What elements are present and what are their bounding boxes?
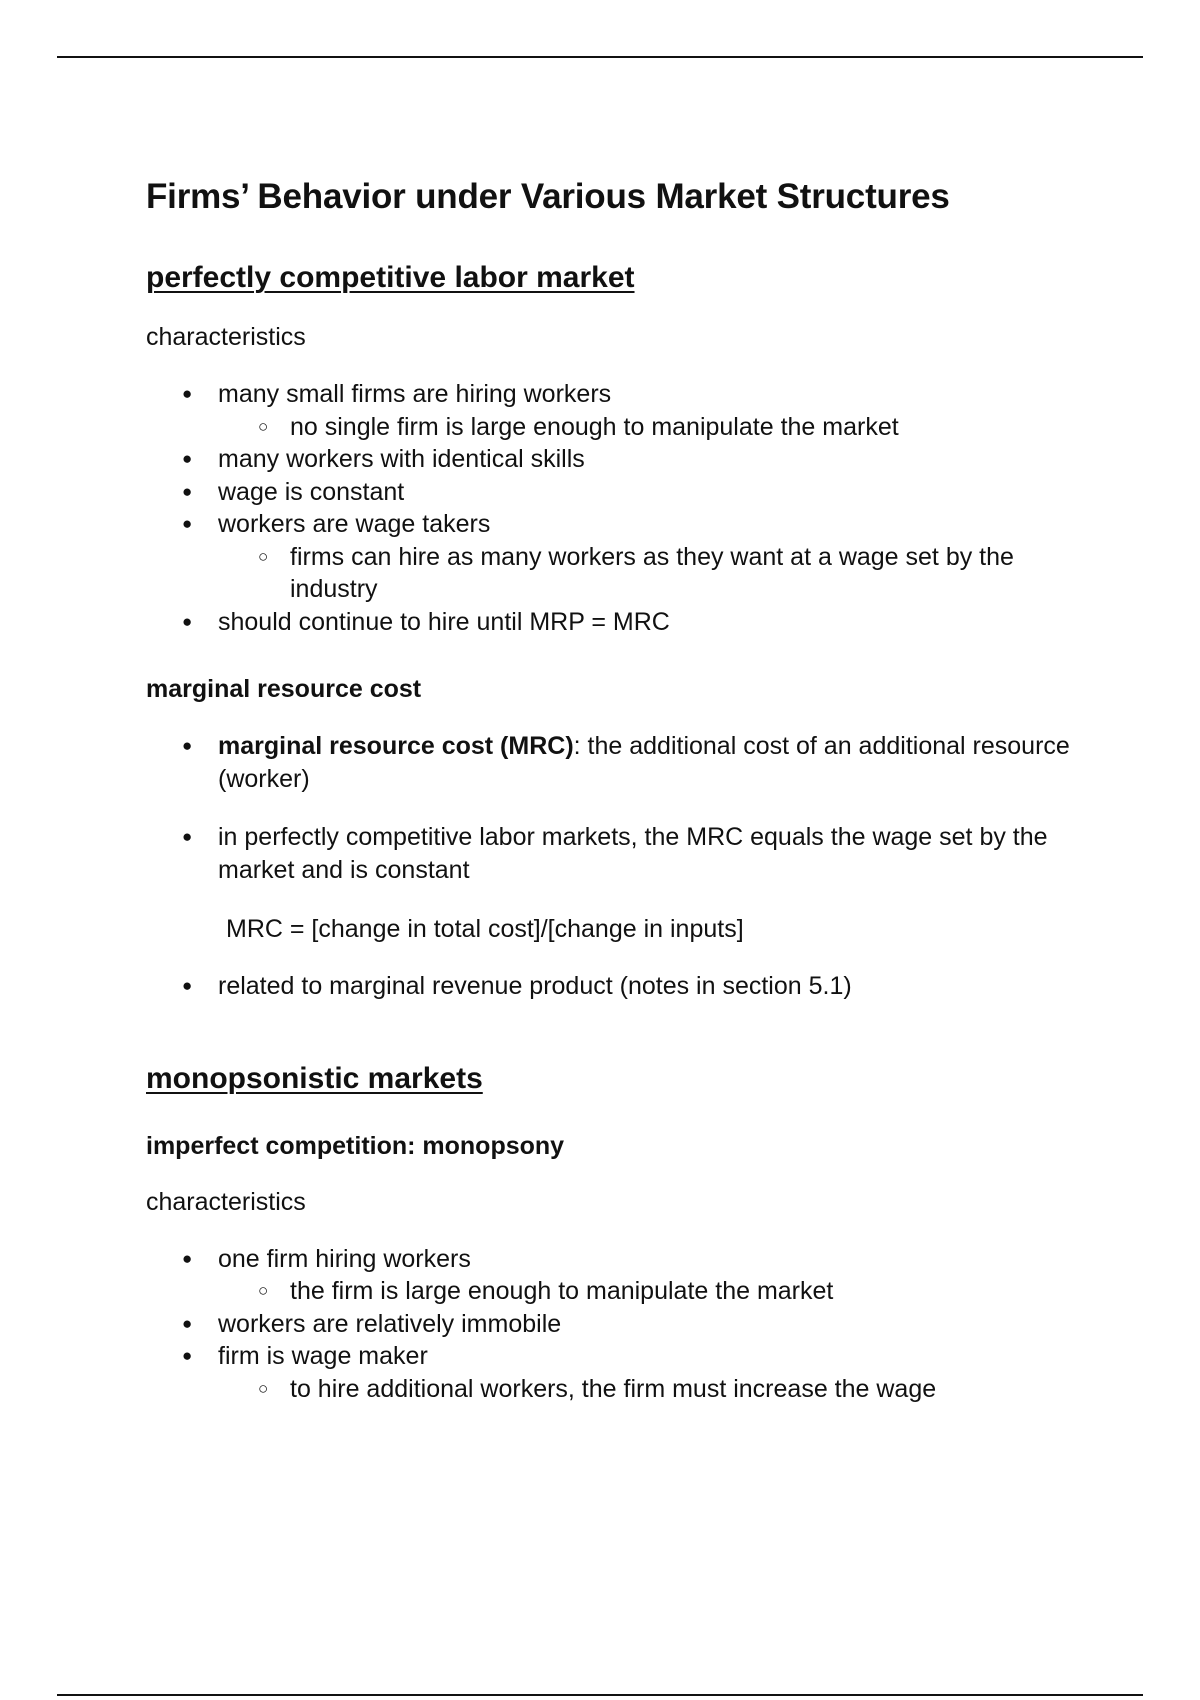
mrc-formula: MRC = [change in total cost]/[change in inputs]: [226, 915, 744, 943]
list-item: ○ to hire additional workers, the firm must increase the wage: [218, 1373, 1086, 1406]
list-item: ● many workers with identical skills: [146, 443, 1086, 476]
list-item: ● should continue to hire until MRP = MRC: [146, 606, 1086, 639]
mrc-list: [146, 730, 1086, 886]
mrc-term: marginal resource cost (MRC): [218, 732, 574, 760]
section-heading-perfect-competition: perfectly competitive labor market: [146, 261, 635, 294]
section-heading-monopsony: monopsonistic markets: [146, 1061, 483, 1095]
list-item: ● many small firms are hiring workers ○ no single firm is large enough to manipulate the market: [146, 378, 1086, 443]
document-title: Firms’ Behavior under Various Market Structures: [146, 177, 950, 216]
footer-rule: [57, 1694, 1143, 1696]
monopsony-list: [146, 1243, 1086, 1406]
sublist: [218, 1373, 1086, 1406]
list-item: ● firm is wage maker ○ to hire additional workers, the firm must increase the wage: [146, 1340, 1086, 1405]
list-item: ● in perfectly competitive labor markets, the MRC equals the wage set by the market and is constant: [146, 821, 1086, 886]
characteristics-label: characteristics: [146, 323, 306, 351]
sublist: [218, 411, 1086, 444]
list-item: ● workers are wage takers ○ firms can hire as many workers as they want at a wage set by the industry: [146, 508, 1086, 606]
mrc-related-list: [146, 970, 1086, 1003]
header-rule: [57, 56, 1143, 58]
sublist: [218, 1275, 1086, 1308]
subsection-heading-mrc: marginal resource cost: [146, 675, 422, 703]
characteristics-label: characteristics: [146, 1187, 306, 1216]
list-item: ● related to marginal revenue product (notes in section 5.1): [146, 970, 1086, 1003]
list-item: ● wage is constant: [146, 476, 1086, 509]
list-item: ○ firms can hire as many workers as they want at a wage set by the industry: [218, 541, 1086, 606]
list-item: ○ no single firm is large enough to manipulate the market: [218, 411, 1086, 444]
perfect-competition-list: [146, 378, 1086, 638]
document-body: [146, 176, 1086, 1405]
list-item: ● marginal resource cost (MRC): the additional cost of an additional resource (worker): [146, 730, 1086, 795]
list-item: ○ the firm is large enough to manipulate the market: [218, 1275, 1086, 1308]
subsection-heading-monopsony: imperfect competition: monopsony: [146, 1131, 565, 1160]
list-item: ● one firm hiring workers ○ the firm is large enough to manipulate the market: [146, 1243, 1086, 1308]
list-item: ● workers are relatively immobile: [146, 1308, 1086, 1341]
sublist: [218, 541, 1086, 606]
